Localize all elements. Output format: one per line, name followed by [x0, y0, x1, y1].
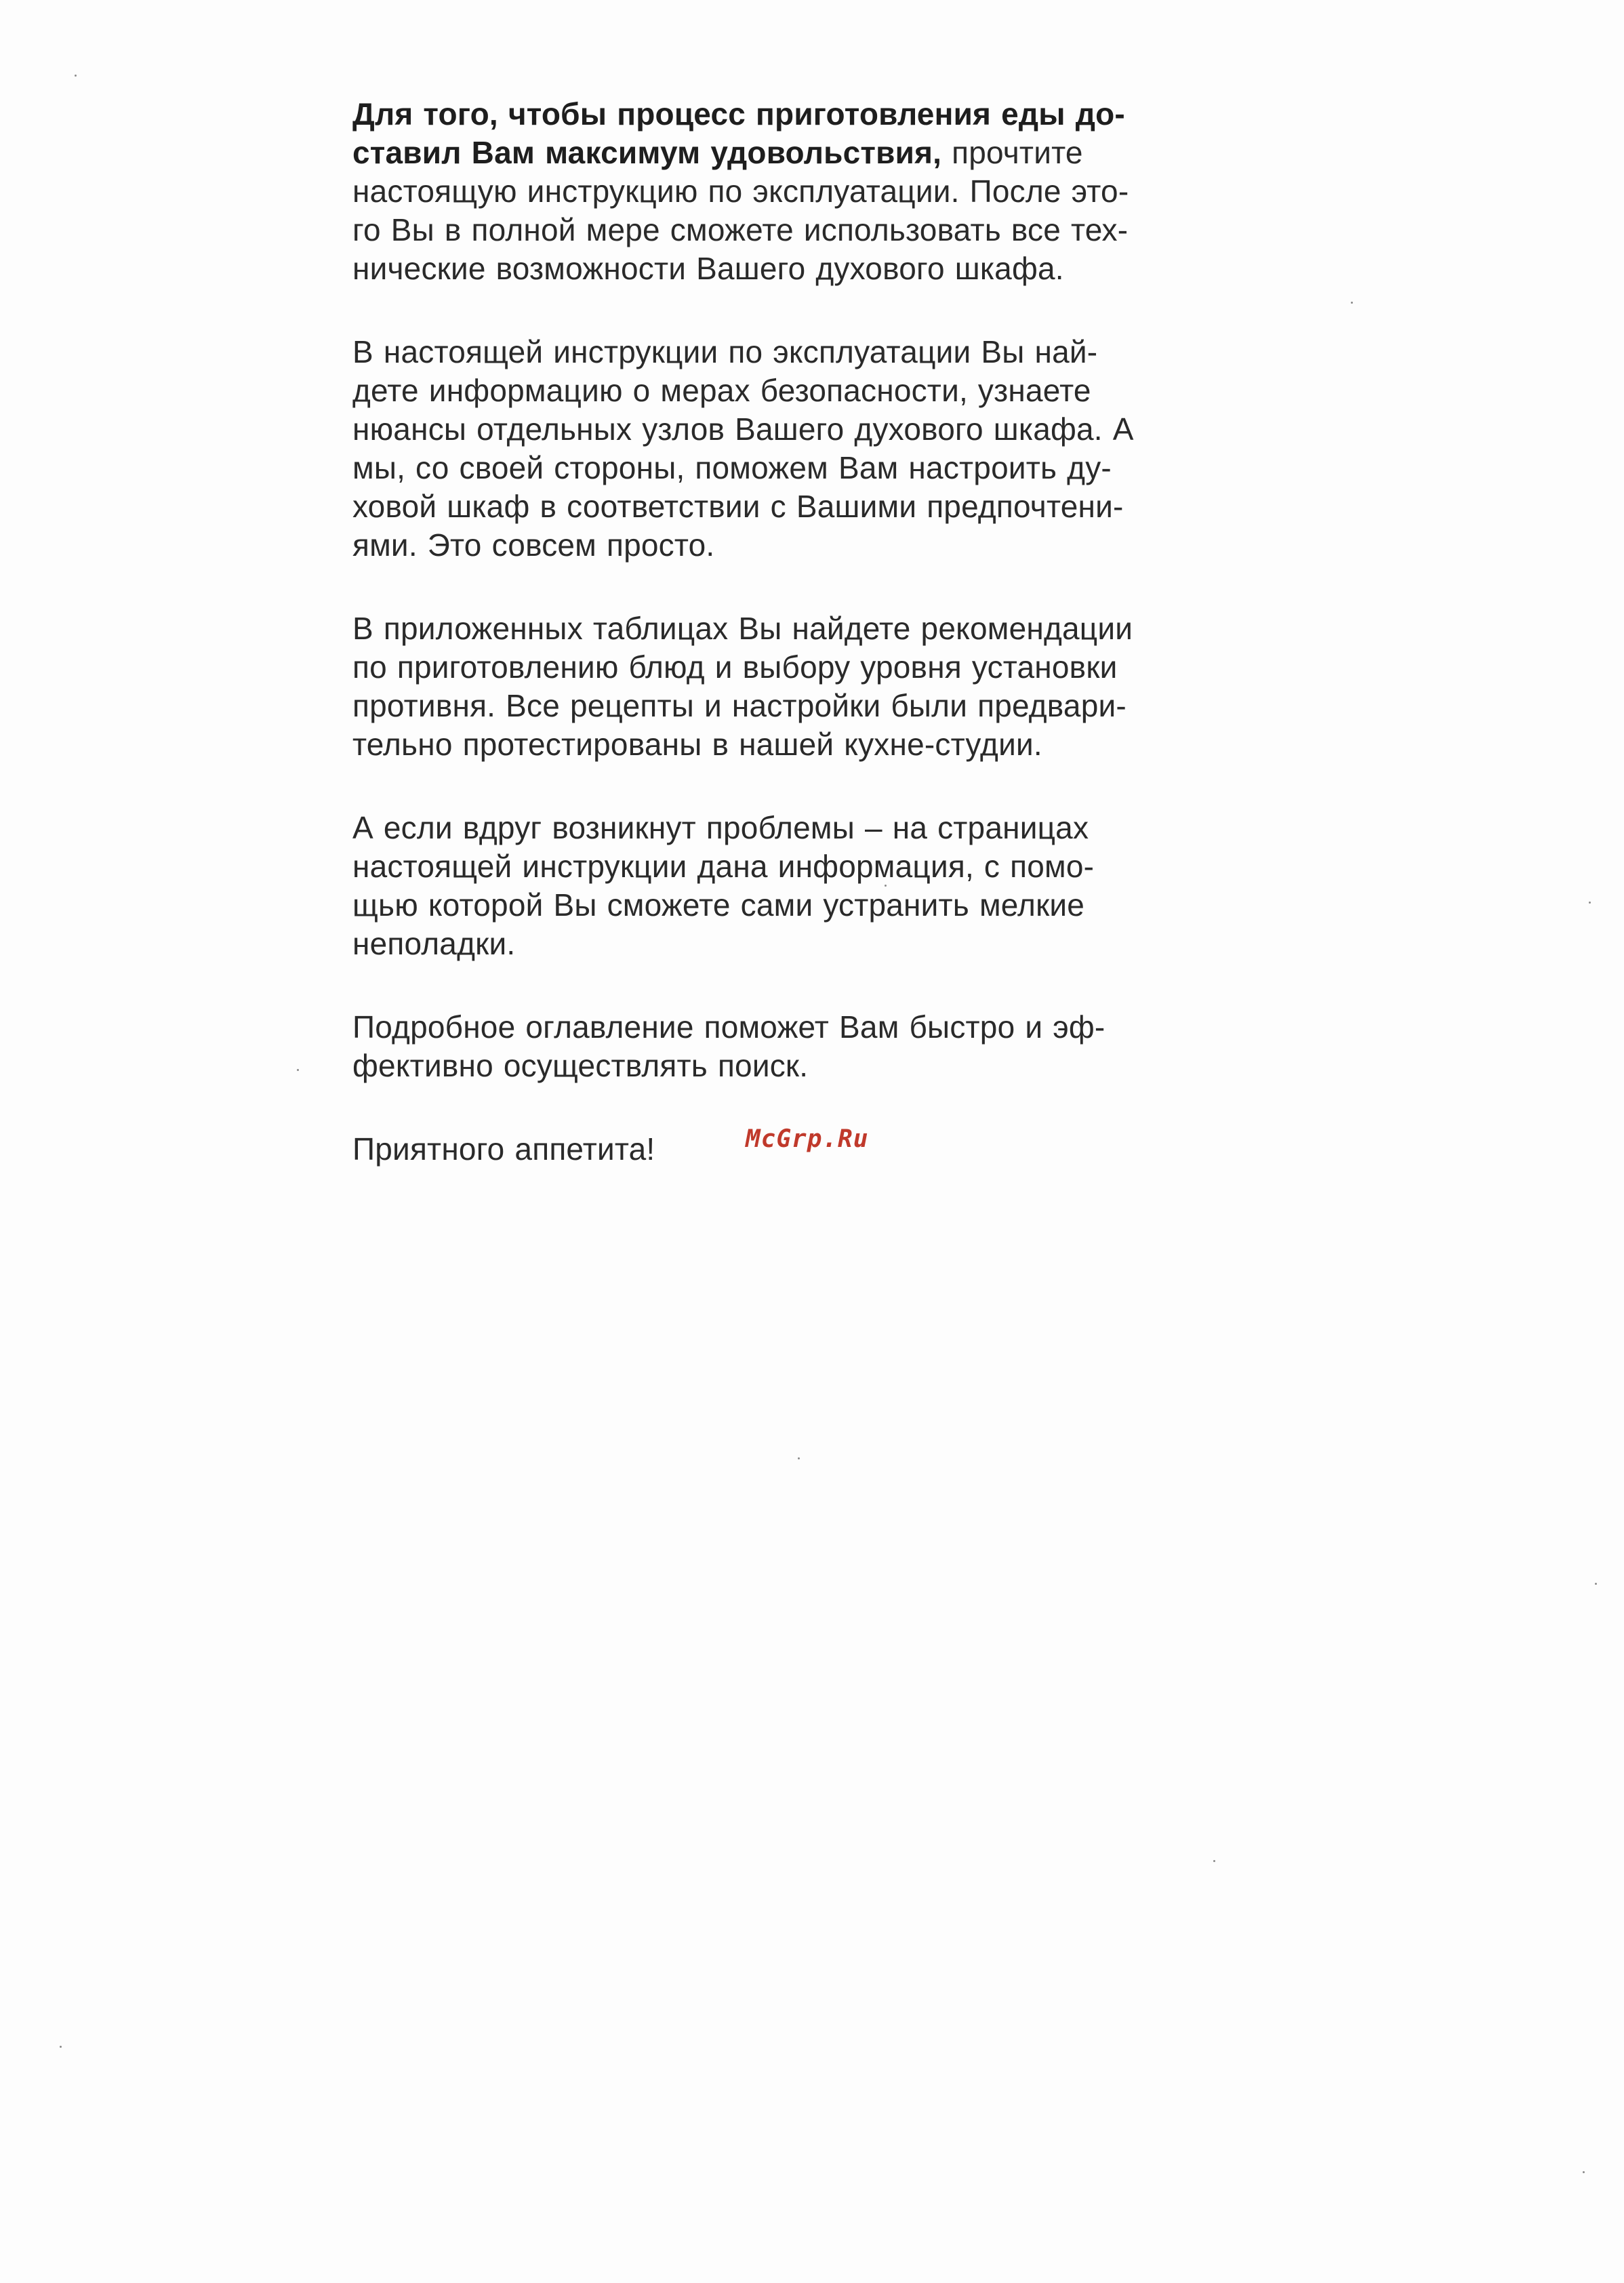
paragraph-line: неполадки. — [352, 926, 516, 961]
paragraph-line: В настоящей инструкции по эксплуатации Вы най- — [352, 334, 1098, 369]
paragraph-line: ховой шкаф в соответствии с Вашими предпочтени- — [352, 489, 1124, 524]
instructions-paragraph — [352, 333, 1234, 565]
troubleshooting-paragraph — [352, 809, 1234, 963]
intro-line-1 — [352, 95, 1234, 134]
scan-speck — [75, 75, 77, 77]
contents-paragraph — [352, 1008, 1234, 1085]
scan-speck — [885, 885, 887, 887]
scan-speck — [1589, 902, 1591, 904]
closing-line: Приятного аппетита! — [352, 1131, 655, 1167]
paragraph-line: мы, со своей стороны, поможем Вам настроить ду- — [352, 450, 1112, 485]
paragraph-line: щью которой Вы сможете сами устранить мелкие — [352, 887, 1085, 923]
paragraph-line: противня. Все рецепты и настройки были предвари- — [352, 688, 1126, 723]
scan-speck — [1595, 1583, 1597, 1585]
paragraph-line: фективно осуществлять поиск. — [352, 1048, 809, 1083]
scan-speck — [297, 1069, 299, 1071]
paragraph-line: тельно протестированы в нашей кухне-студии. — [352, 727, 1042, 762]
paragraph-line: ями. Это совсем просто. — [352, 527, 715, 563]
scan-speck — [1213, 1860, 1215, 1862]
scan-speck — [1583, 2171, 1585, 2173]
intro-line-5: нические возможности Вашего духового шкафа. — [352, 251, 1064, 286]
tables-paragraph — [352, 609, 1234, 764]
intro-paragraph — [352, 95, 1234, 288]
paragraph-line: нюансы отдельных узлов Вашего духового шкафа. А — [352, 411, 1134, 447]
watermark-text: McGrp.Ru — [746, 1125, 869, 1153]
text-column — [352, 95, 1234, 1213]
intro-line-4: го Вы в полной мере сможете использовать все тех- — [352, 212, 1129, 247]
intro-line-2-rest: прочтите — [941, 135, 1083, 170]
scan-speck — [1351, 302, 1353, 304]
paragraph-line: настоящей инструкции дана информация, с помо- — [352, 849, 1095, 884]
paragraph-line: дете информацию о мерах безопасности, узнаете — [352, 373, 1091, 408]
paragraph-line: В приложенных таблицах Вы найдете рекомендации — [352, 611, 1133, 646]
paragraph-line: А если вдруг возникнут проблемы – на страницах — [352, 810, 1089, 845]
scan-speck — [798, 1457, 800, 1459]
intro-bold-text-2: ставил Вам максимум удовольствия, — [352, 135, 942, 170]
paragraph-line: по приготовлению блюд и выбору уровня установки — [352, 649, 1118, 685]
paragraph-line: Подробное оглавление поможет Вам быстро и эф- — [352, 1009, 1105, 1045]
scan-speck — [60, 2046, 62, 2048]
intro-line-2 — [352, 134, 1234, 172]
intro-bold-text-1: Для того, чтобы процесс приготовления еды до- — [352, 96, 1125, 132]
intro-line-3: настоящую инструкцию по эксплуатации. После это- — [352, 174, 1129, 209]
